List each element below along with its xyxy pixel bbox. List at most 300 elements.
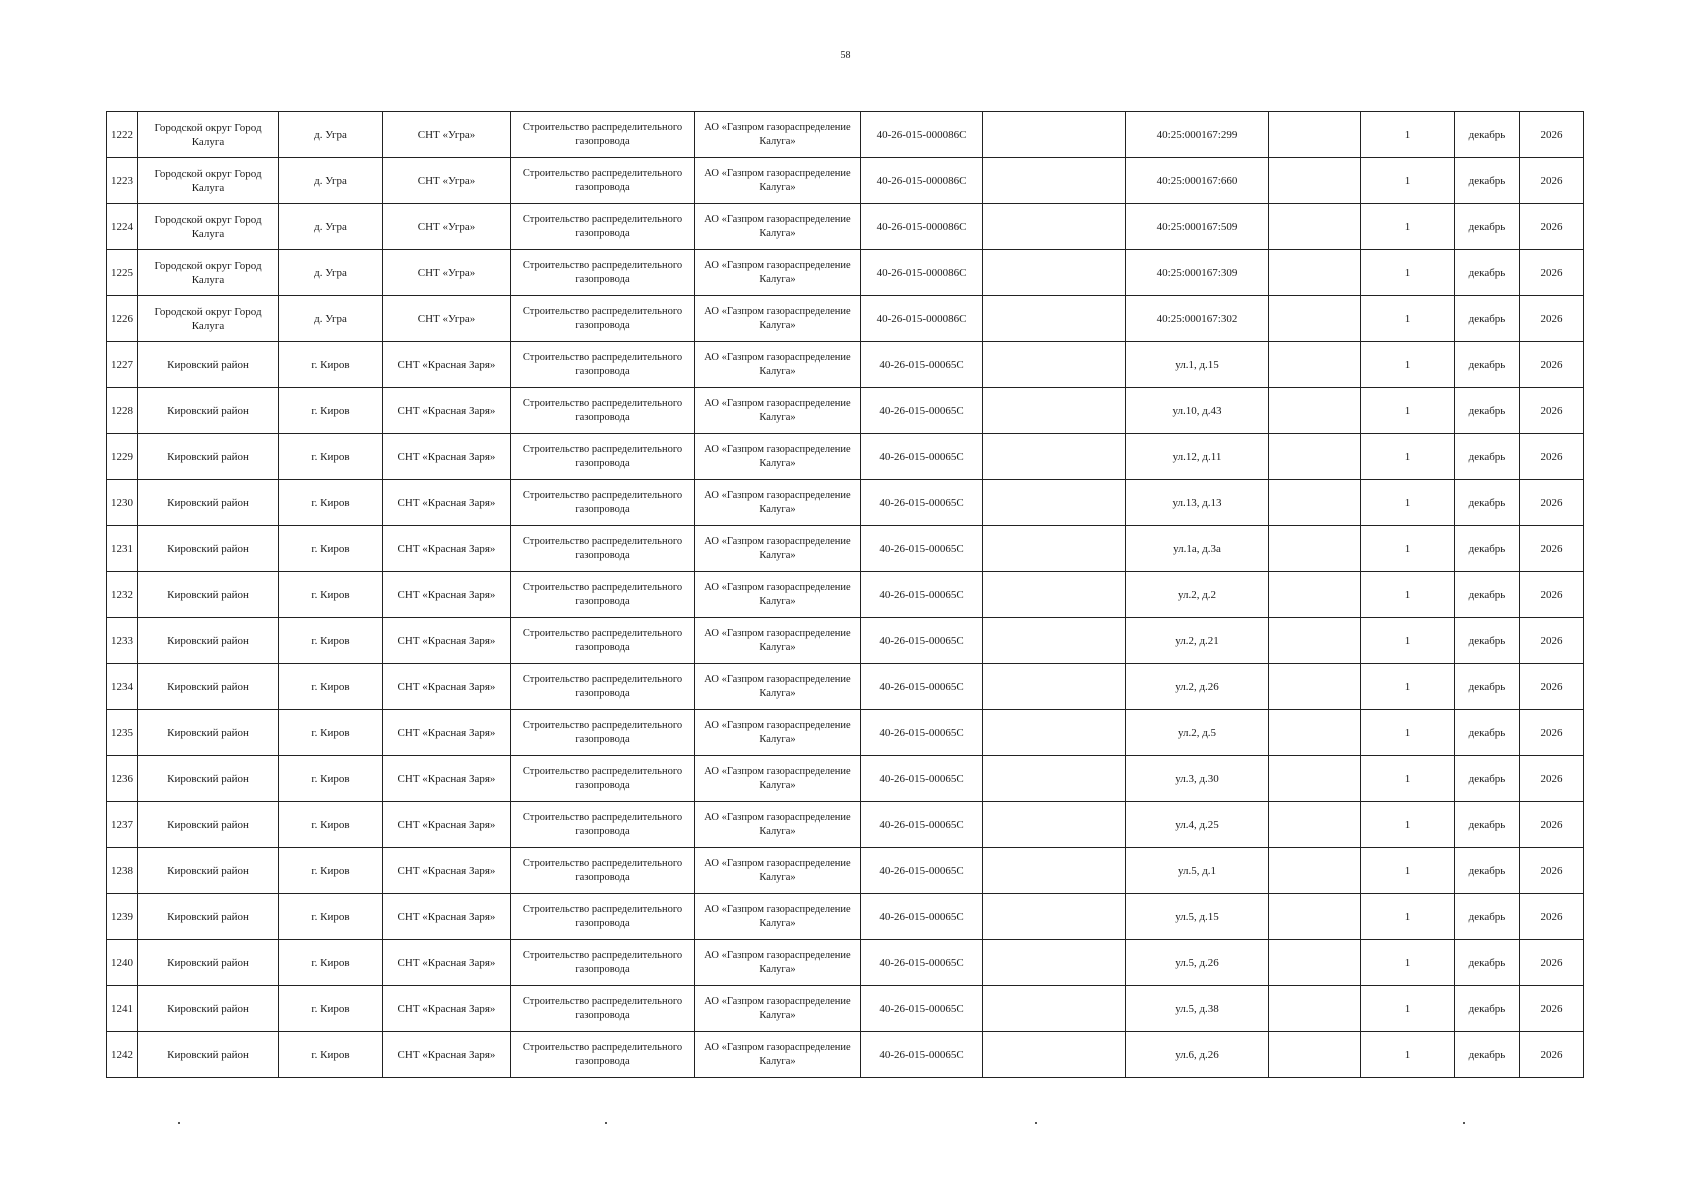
cell-work: Строительство распределительного газопровода bbox=[511, 664, 695, 710]
cell-address: ул.6, д.26 bbox=[1126, 1032, 1269, 1078]
cell-code: 40-26-015-00065С bbox=[861, 664, 983, 710]
cell-month: декабрь bbox=[1455, 756, 1520, 802]
cell-address: ул.2, д.26 bbox=[1126, 664, 1269, 710]
cell-address: ул.2, д.2 bbox=[1126, 572, 1269, 618]
cell-work: Строительство распределительного газопровода bbox=[511, 848, 695, 894]
cell-code: 40-26-015-00065С bbox=[861, 434, 983, 480]
cell-org: АО «Газпром газораспределение Калуга» bbox=[695, 618, 861, 664]
table-row bbox=[107, 664, 1584, 710]
cell-code: 40-26-015-00065С bbox=[861, 572, 983, 618]
cell-qty: 1 bbox=[1361, 572, 1455, 618]
cell-num: 1224 bbox=[107, 204, 138, 250]
cell-work: Строительство распределительного газопровода bbox=[511, 572, 695, 618]
cell-blank bbox=[983, 342, 1126, 388]
cell-district: Кировский район bbox=[138, 756, 279, 802]
cell-address: ул.5, д.1 bbox=[1126, 848, 1269, 894]
cell-code: 40-26-015-000086С bbox=[861, 296, 983, 342]
cell-month: декабрь bbox=[1455, 526, 1520, 572]
cell-partnership: СНТ «Красная Заря» bbox=[383, 480, 511, 526]
cell-work: Строительство распределительного газопровода bbox=[511, 526, 695, 572]
cell-district: Кировский район bbox=[138, 710, 279, 756]
cell-partnership: СНТ «Красная Заря» bbox=[383, 802, 511, 848]
cell-work: Строительство распределительного газопровода bbox=[511, 388, 695, 434]
cell-year: 2026 bbox=[1520, 526, 1584, 572]
cell-partnership: СНТ «Красная Заря» bbox=[383, 710, 511, 756]
cell-locality: г. Киров bbox=[279, 986, 383, 1032]
cell-qty: 1 bbox=[1361, 526, 1455, 572]
cell-year: 2026 bbox=[1520, 342, 1584, 388]
cell-year: 2026 bbox=[1520, 848, 1584, 894]
cell-district: Кировский район bbox=[138, 480, 279, 526]
cell-blank bbox=[983, 664, 1126, 710]
page-number: 58 bbox=[840, 50, 851, 61]
table-row bbox=[107, 112, 1584, 158]
cell-org: АО «Газпром газораспределение Калуга» bbox=[695, 756, 861, 802]
cell-blank bbox=[983, 250, 1126, 296]
cell-org: АО «Газпром газораспределение Калуга» bbox=[695, 940, 861, 986]
table-row bbox=[107, 848, 1584, 894]
table-row bbox=[107, 894, 1584, 940]
cell-qty: 1 bbox=[1361, 434, 1455, 480]
cell-month: декабрь bbox=[1455, 986, 1520, 1032]
cell-locality: д. Угра bbox=[279, 204, 383, 250]
cell-num: 1240 bbox=[107, 940, 138, 986]
cell-qty: 1 bbox=[1361, 894, 1455, 940]
cell-partnership: СНТ «Красная Заря» bbox=[383, 756, 511, 802]
cell-district: Кировский район bbox=[138, 388, 279, 434]
cell-work: Строительство распределительного газопровода bbox=[511, 158, 695, 204]
cell-num: 1225 bbox=[107, 250, 138, 296]
cell-work: Строительство распределительного газопровода bbox=[511, 204, 695, 250]
cell-district: Кировский район bbox=[138, 618, 279, 664]
cell-year: 2026 bbox=[1520, 480, 1584, 526]
cell-district: Кировский район bbox=[138, 940, 279, 986]
cell-year: 2026 bbox=[1520, 388, 1584, 434]
cell-work: Строительство распределительного газопровода bbox=[511, 250, 695, 296]
cell-month: декабрь bbox=[1455, 664, 1520, 710]
cell-num: 1226 bbox=[107, 296, 138, 342]
cell-num: 1237 bbox=[107, 802, 138, 848]
cell-year: 2026 bbox=[1520, 250, 1584, 296]
cell-month: декабрь bbox=[1455, 940, 1520, 986]
cell-org: АО «Газпром газораспределение Калуга» bbox=[695, 848, 861, 894]
scan-speck bbox=[605, 1122, 607, 1124]
cell-blank2 bbox=[1269, 112, 1361, 158]
cell-code: 40-26-015-00065С bbox=[861, 756, 983, 802]
cell-code: 40-26-015-00065С bbox=[861, 388, 983, 434]
cell-code: 40-26-015-00065С bbox=[861, 848, 983, 894]
cell-num: 1230 bbox=[107, 480, 138, 526]
cell-district: Кировский район bbox=[138, 526, 279, 572]
cell-district: Кировский район bbox=[138, 664, 279, 710]
cell-partnership: СНТ «Угра» bbox=[383, 250, 511, 296]
cell-district: Городской округ Город Калуга bbox=[138, 204, 279, 250]
cell-blank2 bbox=[1269, 756, 1361, 802]
cell-blank bbox=[983, 710, 1126, 756]
cell-locality: д. Угра bbox=[279, 250, 383, 296]
cell-work: Строительство распределительного газопровода bbox=[511, 802, 695, 848]
cell-org: АО «Газпром газораспределение Калуга» bbox=[695, 526, 861, 572]
cell-work: Строительство распределительного газопровода bbox=[511, 710, 695, 756]
cell-blank2 bbox=[1269, 250, 1361, 296]
cell-blank2 bbox=[1269, 342, 1361, 388]
cell-blank2 bbox=[1269, 572, 1361, 618]
cell-num: 1235 bbox=[107, 710, 138, 756]
cell-org: АО «Газпром газораспределение Калуга» bbox=[695, 204, 861, 250]
table-row bbox=[107, 296, 1584, 342]
cell-partnership: СНТ «Красная Заря» bbox=[383, 342, 511, 388]
cell-qty: 1 bbox=[1361, 480, 1455, 526]
cell-blank2 bbox=[1269, 388, 1361, 434]
cell-code: 40-26-015-000086С bbox=[861, 204, 983, 250]
cell-code: 40-26-015-000086С bbox=[861, 250, 983, 296]
cell-address: ул.4, д.25 bbox=[1126, 802, 1269, 848]
scan-speck bbox=[1035, 1122, 1037, 1124]
cell-month: декабрь bbox=[1455, 848, 1520, 894]
cell-district: Городской округ Город Калуга bbox=[138, 112, 279, 158]
table-row bbox=[107, 480, 1584, 526]
cell-partnership: СНТ «Красная Заря» bbox=[383, 940, 511, 986]
cell-locality: г. Киров bbox=[279, 894, 383, 940]
cell-qty: 1 bbox=[1361, 250, 1455, 296]
cell-blank2 bbox=[1269, 480, 1361, 526]
cell-work: Строительство распределительного газопровода bbox=[511, 618, 695, 664]
cell-locality: г. Киров bbox=[279, 388, 383, 434]
cell-month: декабрь bbox=[1455, 158, 1520, 204]
cell-locality: г. Киров bbox=[279, 710, 383, 756]
cell-district: Кировский район bbox=[138, 894, 279, 940]
cell-year: 2026 bbox=[1520, 572, 1584, 618]
cell-year: 2026 bbox=[1520, 894, 1584, 940]
cell-year: 2026 bbox=[1520, 664, 1584, 710]
cell-blank2 bbox=[1269, 434, 1361, 480]
cell-year: 2026 bbox=[1520, 802, 1584, 848]
cell-org: АО «Газпром газораспределение Калуга» bbox=[695, 710, 861, 756]
cell-partnership: СНТ «Красная Заря» bbox=[383, 526, 511, 572]
cell-code: 40-26-015-00065С bbox=[861, 480, 983, 526]
cell-year: 2026 bbox=[1520, 710, 1584, 756]
cell-year: 2026 bbox=[1520, 940, 1584, 986]
cell-org: АО «Газпром газораспределение Калуга» bbox=[695, 388, 861, 434]
cell-num: 1222 bbox=[107, 112, 138, 158]
cell-qty: 1 bbox=[1361, 158, 1455, 204]
table-row bbox=[107, 204, 1584, 250]
table-row bbox=[107, 158, 1584, 204]
scan-specks bbox=[0, 1122, 1691, 1128]
cell-work: Строительство распределительного газопровода bbox=[511, 434, 695, 480]
cell-partnership: СНТ «Угра» bbox=[383, 204, 511, 250]
cell-blank bbox=[983, 618, 1126, 664]
cell-address: 40:25:000167:660 bbox=[1126, 158, 1269, 204]
cell-num: 1239 bbox=[107, 894, 138, 940]
cell-address: ул.13, д.13 bbox=[1126, 480, 1269, 526]
cell-month: декабрь bbox=[1455, 710, 1520, 756]
cell-qty: 1 bbox=[1361, 940, 1455, 986]
cell-blank bbox=[983, 296, 1126, 342]
cell-blank2 bbox=[1269, 618, 1361, 664]
cell-blank2 bbox=[1269, 894, 1361, 940]
cell-address: ул.2, д.21 bbox=[1126, 618, 1269, 664]
cell-blank bbox=[983, 986, 1126, 1032]
cell-locality: д. Угра bbox=[279, 158, 383, 204]
cell-month: декабрь bbox=[1455, 894, 1520, 940]
cell-month: декабрь bbox=[1455, 618, 1520, 664]
table-row bbox=[107, 526, 1584, 572]
table-row bbox=[107, 940, 1584, 986]
cell-year: 2026 bbox=[1520, 618, 1584, 664]
cell-code: 40-26-015-00065С bbox=[861, 894, 983, 940]
cell-address: ул.5, д.26 bbox=[1126, 940, 1269, 986]
cell-blank2 bbox=[1269, 664, 1361, 710]
cell-year: 2026 bbox=[1520, 158, 1584, 204]
cell-org: АО «Газпром газораспределение Калуга» bbox=[695, 894, 861, 940]
cell-locality: г. Киров bbox=[279, 618, 383, 664]
cell-org: АО «Газпром газораспределение Калуга» bbox=[695, 664, 861, 710]
cell-locality: д. Угра bbox=[279, 296, 383, 342]
cell-address: ул.5, д.38 bbox=[1126, 986, 1269, 1032]
cell-blank bbox=[983, 480, 1126, 526]
cell-blank bbox=[983, 158, 1126, 204]
cell-blank2 bbox=[1269, 1032, 1361, 1078]
cell-year: 2026 bbox=[1520, 756, 1584, 802]
cell-qty: 1 bbox=[1361, 756, 1455, 802]
cell-work: Строительство распределительного газопровода bbox=[511, 894, 695, 940]
scan-speck bbox=[178, 1122, 180, 1124]
cell-blank bbox=[983, 388, 1126, 434]
cell-org: АО «Газпром газораспределение Калуга» bbox=[695, 112, 861, 158]
cell-partnership: СНТ «Угра» bbox=[383, 158, 511, 204]
table-row bbox=[107, 434, 1584, 480]
table-row bbox=[107, 572, 1584, 618]
cell-work: Строительство распределительного газопровода bbox=[511, 1032, 695, 1078]
cell-locality: д. Угра bbox=[279, 112, 383, 158]
cell-year: 2026 bbox=[1520, 1032, 1584, 1078]
cell-num: 1242 bbox=[107, 1032, 138, 1078]
cell-org: АО «Газпром газораспределение Калуга» bbox=[695, 342, 861, 388]
cell-month: декабрь bbox=[1455, 204, 1520, 250]
cell-num: 1227 bbox=[107, 342, 138, 388]
cell-num: 1228 bbox=[107, 388, 138, 434]
cell-blank bbox=[983, 572, 1126, 618]
cell-blank bbox=[983, 894, 1126, 940]
cell-num: 1223 bbox=[107, 158, 138, 204]
table-row bbox=[107, 342, 1584, 388]
cell-num: 1238 bbox=[107, 848, 138, 894]
cell-org: АО «Газпром газораспределение Калуга» bbox=[695, 480, 861, 526]
cell-district: Кировский район bbox=[138, 1032, 279, 1078]
cell-blank bbox=[983, 802, 1126, 848]
cell-qty: 1 bbox=[1361, 204, 1455, 250]
cell-org: АО «Газпром газораспределение Калуга» bbox=[695, 802, 861, 848]
cell-district: Городской округ Город Калуга bbox=[138, 158, 279, 204]
cell-code: 40-26-015-000086С bbox=[861, 112, 983, 158]
cell-address: ул.5, д.15 bbox=[1126, 894, 1269, 940]
cell-blank2 bbox=[1269, 802, 1361, 848]
cell-code: 40-26-015-00065С bbox=[861, 526, 983, 572]
table-row bbox=[107, 756, 1584, 802]
cell-blank bbox=[983, 1032, 1126, 1078]
cell-partnership: СНТ «Красная Заря» bbox=[383, 664, 511, 710]
cell-code: 40-26-015-00065С bbox=[861, 710, 983, 756]
cell-qty: 1 bbox=[1361, 388, 1455, 434]
cell-district: Городской округ Город Калуга bbox=[138, 250, 279, 296]
cell-qty: 1 bbox=[1361, 296, 1455, 342]
cell-locality: г. Киров bbox=[279, 848, 383, 894]
cell-locality: г. Киров bbox=[279, 572, 383, 618]
cell-blank2 bbox=[1269, 848, 1361, 894]
cell-code: 40-26-015-00065С bbox=[861, 802, 983, 848]
cell-address: ул.1а, д.3а bbox=[1126, 526, 1269, 572]
cell-num: 1236 bbox=[107, 756, 138, 802]
table-row bbox=[107, 802, 1584, 848]
cell-district: Кировский район bbox=[138, 848, 279, 894]
cell-address: ул.3, д.30 bbox=[1126, 756, 1269, 802]
table-row bbox=[107, 250, 1584, 296]
cell-num: 1229 bbox=[107, 434, 138, 480]
cell-blank bbox=[983, 848, 1126, 894]
cell-partnership: СНТ «Угра» bbox=[383, 296, 511, 342]
cell-partnership: СНТ «Угра» bbox=[383, 112, 511, 158]
cell-qty: 1 bbox=[1361, 112, 1455, 158]
cell-num: 1241 bbox=[107, 986, 138, 1032]
cell-district: Кировский район bbox=[138, 342, 279, 388]
cell-qty: 1 bbox=[1361, 710, 1455, 756]
cell-code: 40-26-015-00065С bbox=[861, 986, 983, 1032]
cell-month: декабрь bbox=[1455, 572, 1520, 618]
cell-code: 40-26-015-000086С bbox=[861, 158, 983, 204]
cell-work: Строительство распределительного газопровода bbox=[511, 342, 695, 388]
table-row bbox=[107, 618, 1584, 664]
cell-blank bbox=[983, 204, 1126, 250]
cell-blank2 bbox=[1269, 710, 1361, 756]
cell-qty: 1 bbox=[1361, 986, 1455, 1032]
cell-month: декабрь bbox=[1455, 112, 1520, 158]
cell-qty: 1 bbox=[1361, 618, 1455, 664]
cell-work: Строительство распределительного газопровода bbox=[511, 296, 695, 342]
table-row bbox=[107, 710, 1584, 756]
cell-month: декабрь bbox=[1455, 802, 1520, 848]
cell-partnership: СНТ «Красная Заря» bbox=[383, 388, 511, 434]
cell-work: Строительство распределительного газопровода bbox=[511, 112, 695, 158]
table-row bbox=[107, 986, 1584, 1032]
cell-address: ул.2, д.5 bbox=[1126, 710, 1269, 756]
cell-blank2 bbox=[1269, 986, 1361, 1032]
cell-district: Городской округ Город Калуга bbox=[138, 296, 279, 342]
cell-locality: г. Киров bbox=[279, 434, 383, 480]
cell-partnership: СНТ «Красная Заря» bbox=[383, 572, 511, 618]
cell-blank2 bbox=[1269, 940, 1361, 986]
cell-org: АО «Газпром газораспределение Калуга» bbox=[695, 986, 861, 1032]
cell-qty: 1 bbox=[1361, 342, 1455, 388]
cell-num: 1234 bbox=[107, 664, 138, 710]
cell-district: Кировский район bbox=[138, 434, 279, 480]
cell-address: ул.10, д.43 bbox=[1126, 388, 1269, 434]
cell-year: 2026 bbox=[1520, 296, 1584, 342]
cell-locality: г. Киров bbox=[279, 1032, 383, 1078]
cell-address: ул.1, д.15 bbox=[1126, 342, 1269, 388]
cell-qty: 1 bbox=[1361, 664, 1455, 710]
cell-org: АО «Газпром газораспределение Калуга» bbox=[695, 296, 861, 342]
cell-blank bbox=[983, 526, 1126, 572]
cell-month: декабрь bbox=[1455, 250, 1520, 296]
cell-code: 40-26-015-00065С bbox=[861, 618, 983, 664]
cell-org: АО «Газпром газораспределение Калуга» bbox=[695, 250, 861, 296]
cell-year: 2026 bbox=[1520, 112, 1584, 158]
cell-locality: г. Киров bbox=[279, 342, 383, 388]
cell-num: 1231 bbox=[107, 526, 138, 572]
scan-speck bbox=[1463, 1122, 1465, 1124]
cell-district: Кировский район bbox=[138, 802, 279, 848]
cell-locality: г. Киров bbox=[279, 526, 383, 572]
cell-code: 40-26-015-00065С bbox=[861, 342, 983, 388]
cell-district: Кировский район bbox=[138, 572, 279, 618]
cell-locality: г. Киров bbox=[279, 480, 383, 526]
table-row bbox=[107, 1032, 1584, 1078]
cell-blank2 bbox=[1269, 158, 1361, 204]
table-row bbox=[107, 388, 1584, 434]
cell-blank bbox=[983, 940, 1126, 986]
registry-table bbox=[106, 111, 1584, 1078]
cell-partnership: СНТ «Красная Заря» bbox=[383, 618, 511, 664]
cell-blank bbox=[983, 434, 1126, 480]
cell-code: 40-26-015-00065С bbox=[861, 1032, 983, 1078]
cell-org: АО «Газпром газораспределение Калуга» bbox=[695, 572, 861, 618]
cell-month: декабрь bbox=[1455, 1032, 1520, 1078]
cell-work: Строительство распределительного газопровода bbox=[511, 986, 695, 1032]
cell-org: АО «Газпром газораспределение Калуга» bbox=[695, 1032, 861, 1078]
cell-month: декабрь bbox=[1455, 342, 1520, 388]
cell-work: Строительство распределительного газопровода bbox=[511, 480, 695, 526]
cell-address: ул.12, д.11 bbox=[1126, 434, 1269, 480]
cell-month: декабрь bbox=[1455, 296, 1520, 342]
cell-partnership: СНТ «Красная Заря» bbox=[383, 848, 511, 894]
cell-blank bbox=[983, 112, 1126, 158]
cell-month: декабрь bbox=[1455, 434, 1520, 480]
cell-partnership: СНТ «Красная Заря» bbox=[383, 986, 511, 1032]
cell-blank2 bbox=[1269, 526, 1361, 572]
cell-org: АО «Газпром газораспределение Калуга» bbox=[695, 158, 861, 204]
cell-qty: 1 bbox=[1361, 848, 1455, 894]
cell-work: Строительство распределительного газопровода bbox=[511, 756, 695, 802]
cell-blank bbox=[983, 756, 1126, 802]
cell-qty: 1 bbox=[1361, 1032, 1455, 1078]
cell-partnership: СНТ «Красная Заря» bbox=[383, 1032, 511, 1078]
table-body bbox=[107, 112, 1584, 1078]
cell-partnership: СНТ «Красная Заря» bbox=[383, 434, 511, 480]
cell-address: 40:25:000167:302 bbox=[1126, 296, 1269, 342]
cell-locality: г. Киров bbox=[279, 756, 383, 802]
cell-num: 1233 bbox=[107, 618, 138, 664]
cell-work: Строительство распределительного газопровода bbox=[511, 940, 695, 986]
cell-code: 40-26-015-00065С bbox=[861, 940, 983, 986]
cell-address: 40:25:000167:509 bbox=[1126, 204, 1269, 250]
cell-address: 40:25:000167:309 bbox=[1126, 250, 1269, 296]
cell-month: декабрь bbox=[1455, 480, 1520, 526]
cell-month: декабрь bbox=[1455, 388, 1520, 434]
cell-qty: 1 bbox=[1361, 802, 1455, 848]
cell-blank2 bbox=[1269, 296, 1361, 342]
cell-address: 40:25:000167:299 bbox=[1126, 112, 1269, 158]
cell-partnership: СНТ «Красная Заря» bbox=[383, 894, 511, 940]
cell-blank2 bbox=[1269, 204, 1361, 250]
cell-year: 2026 bbox=[1520, 204, 1584, 250]
cell-district: Кировский район bbox=[138, 986, 279, 1032]
cell-year: 2026 bbox=[1520, 986, 1584, 1032]
cell-locality: г. Киров bbox=[279, 802, 383, 848]
cell-year: 2026 bbox=[1520, 434, 1584, 480]
cell-org: АО «Газпром газораспределение Калуга» bbox=[695, 434, 861, 480]
cell-num: 1232 bbox=[107, 572, 138, 618]
